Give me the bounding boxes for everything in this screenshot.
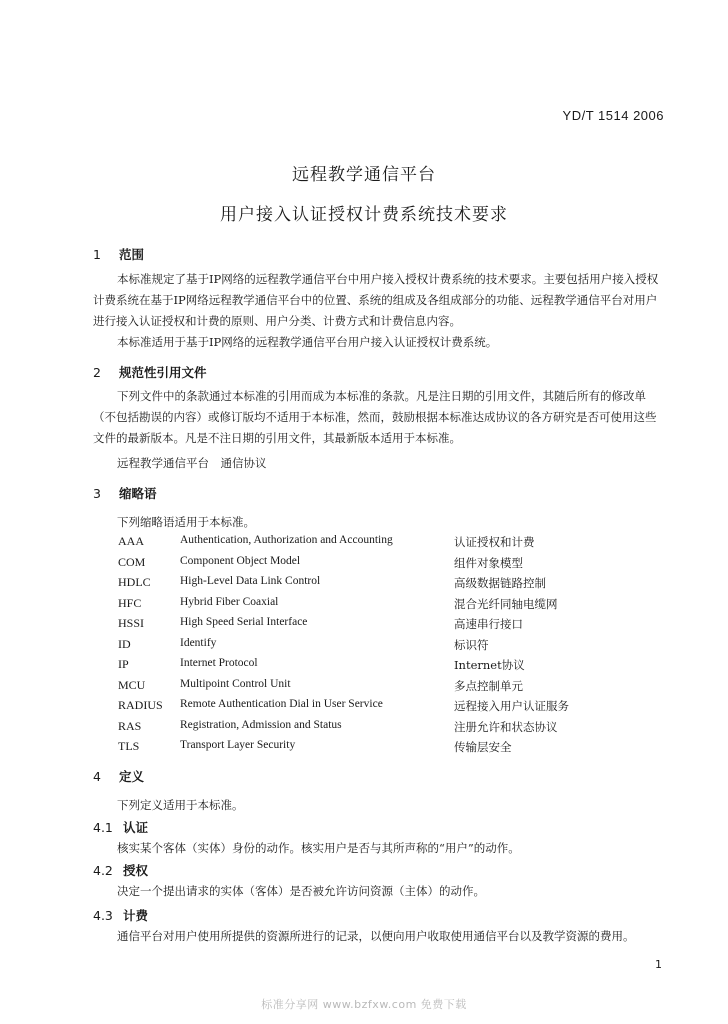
footer-watermark: 标准分享网 www.bzfxw.com 免费下载 <box>261 998 467 1011</box>
section-1-paragraph-1: 本标准规定了基于IP网络的远程教学通信平台中用户接入授权计费系统的技术要求。主要包括用户接入授权计费系统在基于IP网络远程教学通信平台中的位置、系统的组成及各组成部分的功能、远程教学通信平台对用户进行接入认证授权和计费的原则、用户分类、计费方式和计费信息内容。 <box>93 272 659 328</box>
section-number: 1 <box>93 247 101 262</box>
subsection-number: 4.2 <box>93 863 113 878</box>
document-title-line1: 远程教学通信平台 <box>292 165 436 185</box>
chinese-term: 远程接入用户认证服务 <box>454 699 569 713</box>
chinese-term: 混合光纤同轴电缆网 <box>454 597 558 611</box>
table-row <box>118 555 638 573</box>
table-row <box>118 596 638 614</box>
english-term: High-Level Data Link Control <box>180 575 321 587</box>
definition-authorization: 决定一个提出请求的实体（客体）是否被允许访问资源（主体）的动作。 <box>117 884 485 898</box>
section-1-paragraph-2: 本标准适用于基于IP网络的远程教学通信平台用户接入认证授权计费系统。 <box>117 335 498 349</box>
definition-accounting: 通信平台对用户使用所提供的资源所进行的记录，以便向用户收取使用通信平台以及教学资源的费用。 <box>117 929 635 943</box>
table-row <box>118 575 638 593</box>
section-title: 缩略语 <box>119 486 157 501</box>
abbreviation: MCU <box>118 678 146 692</box>
abbreviation: RAS <box>118 719 142 733</box>
english-term: High Speed Serial Interface <box>180 616 308 628</box>
abbreviation: IP <box>118 657 129 671</box>
chinese-term: 组件对象模型 <box>454 556 523 570</box>
chinese-term: 高速串行接口 <box>454 617 523 631</box>
english-term: Component Object Model <box>180 555 301 567</box>
section-3-heading <box>93 484 157 502</box>
table-row <box>118 719 638 737</box>
subsection-number: 4.3 <box>93 908 113 923</box>
table-row <box>118 739 638 757</box>
abbreviation: AAA <box>118 534 144 548</box>
section-title: 范围 <box>119 247 145 262</box>
abbreviations-intro: 下列缩略语适用于本标准。 <box>117 515 255 529</box>
chinese-term: 传输层安全 <box>454 740 512 754</box>
table-row <box>118 616 638 634</box>
normative-reference: 远程教学通信平台 通信协议 <box>117 456 267 470</box>
chinese-term: Internet协议 <box>454 658 525 672</box>
abbreviation: HSSI <box>118 616 145 630</box>
subsection-4-1-heading <box>93 818 148 836</box>
table-row <box>118 657 638 675</box>
section-4-heading <box>93 767 144 785</box>
document-title-line2: 用户接入认证授权计费系统技术要求 <box>220 205 508 225</box>
definitions-intro: 下列定义适用于本标准。 <box>117 798 244 812</box>
table-row <box>118 534 638 552</box>
section-number: 3 <box>93 486 101 501</box>
subsection-4-3-heading <box>93 906 148 924</box>
table-row <box>118 698 638 716</box>
section-title: 定义 <box>119 769 145 784</box>
abbreviation: HDLC <box>118 575 151 589</box>
table-row <box>118 678 638 696</box>
english-term: Internet Protocol <box>180 657 258 669</box>
abbreviation: COM <box>118 555 146 569</box>
english-term: Remote Authentication Dial in User Service <box>180 698 383 710</box>
english-term: Registration, Admission and Status <box>180 719 342 731</box>
section-2-paragraph: 下列文件中的条款通过本标准的引用而成为本标准的条款。凡是注日期的引用文件，其随后所有的修改单（不包括勘误的内容）或修订版均不适用于本标准，然而，鼓励根据本标准达成协议的各方研究是否可使用这些文件的最新版本。凡是不注日期的引用文件，其最新版本适用于本标准。 <box>93 389 657 445</box>
chinese-term: 注册允许和状态协议 <box>454 720 558 734</box>
section-title: 规范性引用文件 <box>119 365 207 380</box>
chinese-term: 高级数据链路控制 <box>454 576 546 590</box>
table-row <box>118 637 638 655</box>
subsection-4-2-heading <box>93 861 148 879</box>
subsection-title: 认证 <box>123 820 149 835</box>
section-2-heading <box>93 363 207 381</box>
english-term: Authentication, Authorization and Accounting <box>180 534 393 546</box>
chinese-term: 多点控制单元 <box>454 679 523 693</box>
chinese-term: 标识符 <box>454 638 489 652</box>
english-term: Multipoint Control Unit <box>180 678 291 690</box>
page-number: 1 <box>655 958 662 971</box>
abbreviation: RADIUS <box>118 698 163 712</box>
definition-authentication: 核实某个客体（实体）身份的动作。核实用户是否与其所声称的“用户”的动作。 <box>117 841 520 855</box>
abbreviation: TLS <box>118 739 140 753</box>
english-term: Transport Layer Security <box>180 739 296 751</box>
subsection-title: 计费 <box>123 908 149 923</box>
section-1-heading <box>93 245 144 263</box>
section-number: 2 <box>93 365 101 380</box>
english-term: Hybrid Fiber Coaxial <box>180 596 279 608</box>
document-code: YD/T 1514 2006 <box>562 108 664 123</box>
subsection-title: 授权 <box>123 863 149 878</box>
abbreviation: ID <box>118 637 131 651</box>
abbreviation: HFC <box>118 596 142 610</box>
chinese-term: 认证授权和计费 <box>454 535 535 549</box>
section-number: 4 <box>93 769 101 784</box>
english-term: Identify <box>180 637 217 649</box>
subsection-number: 4.1 <box>93 820 113 835</box>
